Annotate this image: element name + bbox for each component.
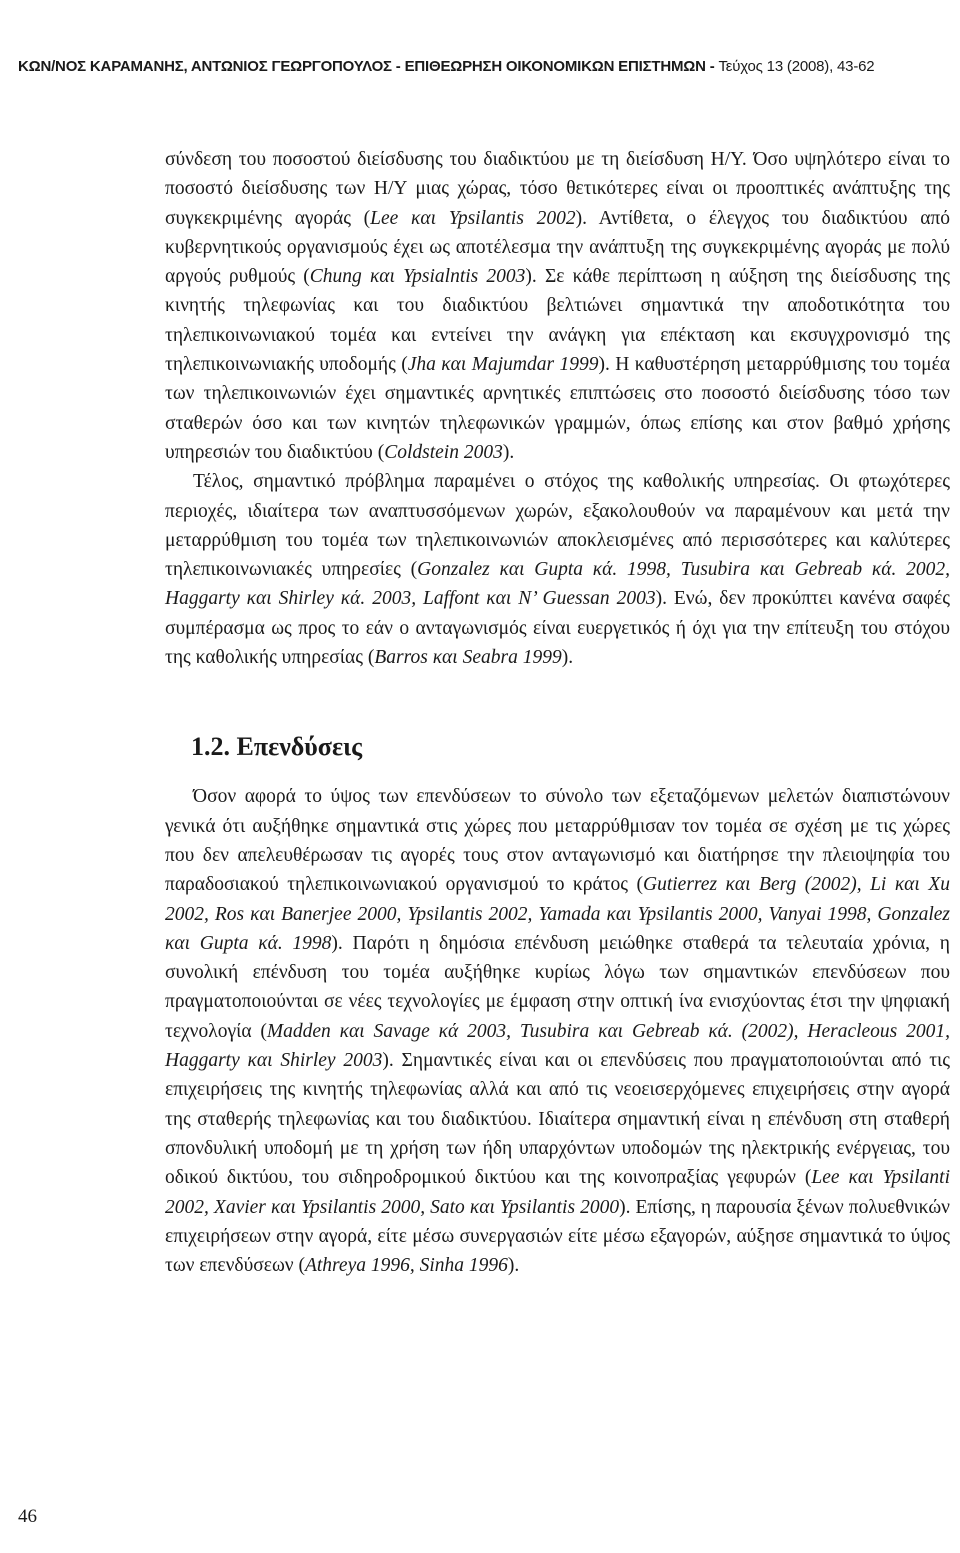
text-run: ). Η καθυστέρηση μεταρρύθμισης του τομέα των τηλεπικοινωνιών έχει σημαντικές αρνητικές επιπτώσεις στο ποσοστό διείσδυσης τόσο των σταθερών όσο και των κινητών τηλεφωνικών γραμμών, όπως επίσης και στον βαθμό χρήσης υπηρεσιών του διαδικτύου ( — [165, 354, 950, 463]
text-run: ). Παρότι η δημόσια επένδυση μειώθηκε σταθερά τα τελευταία χρόνια, η συνολική επένδυση του τομέα αυξήθηκε κυρίως λόγω των σημαντικών επενδύσεων που πραγματοποιούνται σε νέες τεχνολογίες με έμφαση στην οπτική ίνα ενισχύοντας έτσι την ψηφιακή τεχνολογία ( — [165, 932, 950, 1042]
section-title: Επενδύσεις — [236, 732, 363, 762]
citation: Barros και Seabra 1999 — [374, 647, 562, 669]
citation: Jha και Majumdar 1999 — [407, 354, 599, 376]
header-issue: Τεύχος 13 (2008), 43-62 — [718, 58, 875, 75]
text-run: ). Σε κάθε περίπτωση η αύξηση της διείσδυσης της κινητής τηλεφωνίας και του διαδικτύου βελτιώνει σημαντικά την αποδοτικότητα του τηλεπικοινωνιακού τομέα και εντείνει την ανάγκη για επέκταση και εκσυγχρονισμό της τηλεπικοινωνιακής υποδομής ( — [165, 266, 950, 376]
text-run: ). — [502, 441, 515, 463]
text-run: ). — [561, 647, 574, 669]
text-run: Όσον αφορά το ύψος των επενδύσεων το σύνολο των εξεταζόμενων μελετών διαπιστώνουν γενικά ότι αυξήθηκε σημαντικά στις χώρες που μεταρρύθμισαν τον τομέα σε σχέση με τις χώρες που δεν απελευθέρωσαν τις αγορές τους στον ανταγωνισμό και διατήρησε την πλειοψηφία του παραδοσιακού τηλεπικοινωνιακού οργανισμού το κράτος ( — [165, 786, 950, 896]
paragraph-3 — [165, 782, 950, 1280]
text-run: ). Σημαντικές είναι και οι επενδύσεις που πραγματοποιούνται από τις επιχειρήσεις της κινητής τηλεφωνίας αλλά και από τις νεοεισερχόμενες επιχειρήσεις στην αγορά της σταθερής τηλεφωνίας και του διαδικτύου. Ιδιαίτερα σημαντική είναι η επένδυση στη σταθερή σπονδυλική υποδομή με τη χρήση των ήδη υπαρχόντων υποδομών της ηλεκτρικής ενέργειας, του οδικού δικτύου, του σιδηροδρομικού δικτύου και της κοινοπραξίας γεφυρών ( — [165, 1050, 950, 1189]
text-run: Τέλος, σημαντικό πρόβλημα παραμένει ο στόχος της καθολικής υπηρεσίας. Οι φτωχότερες περιοχές, ιδιαίτερα των αναπτυσσόμενων χωρών, εξακολουθούν να παραμένουν και μετά την μεταρρύθμιση του τομέα των τηλεπικοινωνιών αποκλεισμένες από περισσότερες και καλύτερες τηλεπικοινωνιακές υπηρεσίες ( — [165, 471, 950, 581]
running-header — [18, 58, 948, 75]
section-heading — [191, 730, 950, 764]
citation: Athreya 1996, Sinha 1996 — [304, 1255, 508, 1277]
header-authors-journal: ΚΩΝ/ΝΟΣ ΚΑΡΑΜΑΝΗΣ, ΑΝΤΩΝΙΟΣ ΓΕΩΡΓΟΠΟΥΛΟΣ - ΕΠΙΘΕΩΡΗΣΗ ΟΙΚΟΝΟΜΙΚΩΝ ΕΠΙΣΤΗΜΩΝ - — [18, 58, 719, 75]
text-run: ). Αντίθετα, ο έλεγχος του διαδικτύου από κυβερνητικούς οργανισμούς έχει ως αποτέλεσμα την ανάπτυξη της συγκεκριμένης αγοράς με πολύ αργούς ρυθμούς ( — [165, 207, 951, 288]
citation: Gonzalez και Gupta κά. 1998, Tusubira και Gebreab κά. 2002, Haggarty και Shirley κά. 2003, Laffont και N’ Guessan 2003 — [165, 559, 950, 610]
paragraph-2 — [165, 467, 950, 672]
citation: Chung και Ypsialntis 2003 — [309, 266, 526, 288]
citation: Lee και Ypsilanti 2002, Xavier και Ypsilantis 2000, Sato και Ypsilantis 2000 — [165, 1167, 950, 1218]
article-body — [165, 145, 950, 1280]
text-run: ). Ενώ, δεν προκύπτει κανένα σαφές συμπέρασμα ως προς το εάν ο ανταγωνισμός είναι ευεργετικός ή όχι για την επίτευξη του στόχου της καθολικής υπηρεσίας ( — [165, 588, 951, 669]
paragraph-1 — [165, 145, 950, 467]
page-number: 46 — [18, 1506, 37, 1527]
text-run: σύνδεση του ποσοστού διείσδυσης του διαδικτύου με τη διείσδυση Η/Υ. Όσο υψηλότερο είναι το ποσοστό διείσδυσης των Η/Υ μιας χώρας, τόσο θετικότερες είναι οι προοπτικές ανάπτυξης της συγκεκριμένης αγοράς ( — [165, 149, 950, 229]
section-number: 1.2. — [191, 732, 230, 762]
citation: Gutierrez και Berg (2002), Li και Xu 2002, Ros και Banerjee 2000, Ypsilantis 2002, Yamada και Ypsilantis 2000, Vanyai 1998, Gonzalez και Gupta κά. 1998 — [165, 874, 950, 954]
citation: Madden και Savage κά 2003, Tusubira και Gebreab κά. (2002), Heracleous 2001, Haggarty και Shirley 2003 — [165, 1020, 950, 1072]
text-run: ). Επίσης, η παρουσία ξένων πολυεθνικών επιχειρήσεων στην αγορά, είτε μέσω συνεργασιών είτε μέσω εξαγορών, αύξησε σημαντικά το ύψος των επενδύσεων ( — [165, 1196, 950, 1277]
citation: Coldstein 2003 — [384, 441, 503, 463]
text-run: ). — [507, 1255, 520, 1277]
citation: Lee και Ypsilantis 2002 — [370, 207, 576, 229]
